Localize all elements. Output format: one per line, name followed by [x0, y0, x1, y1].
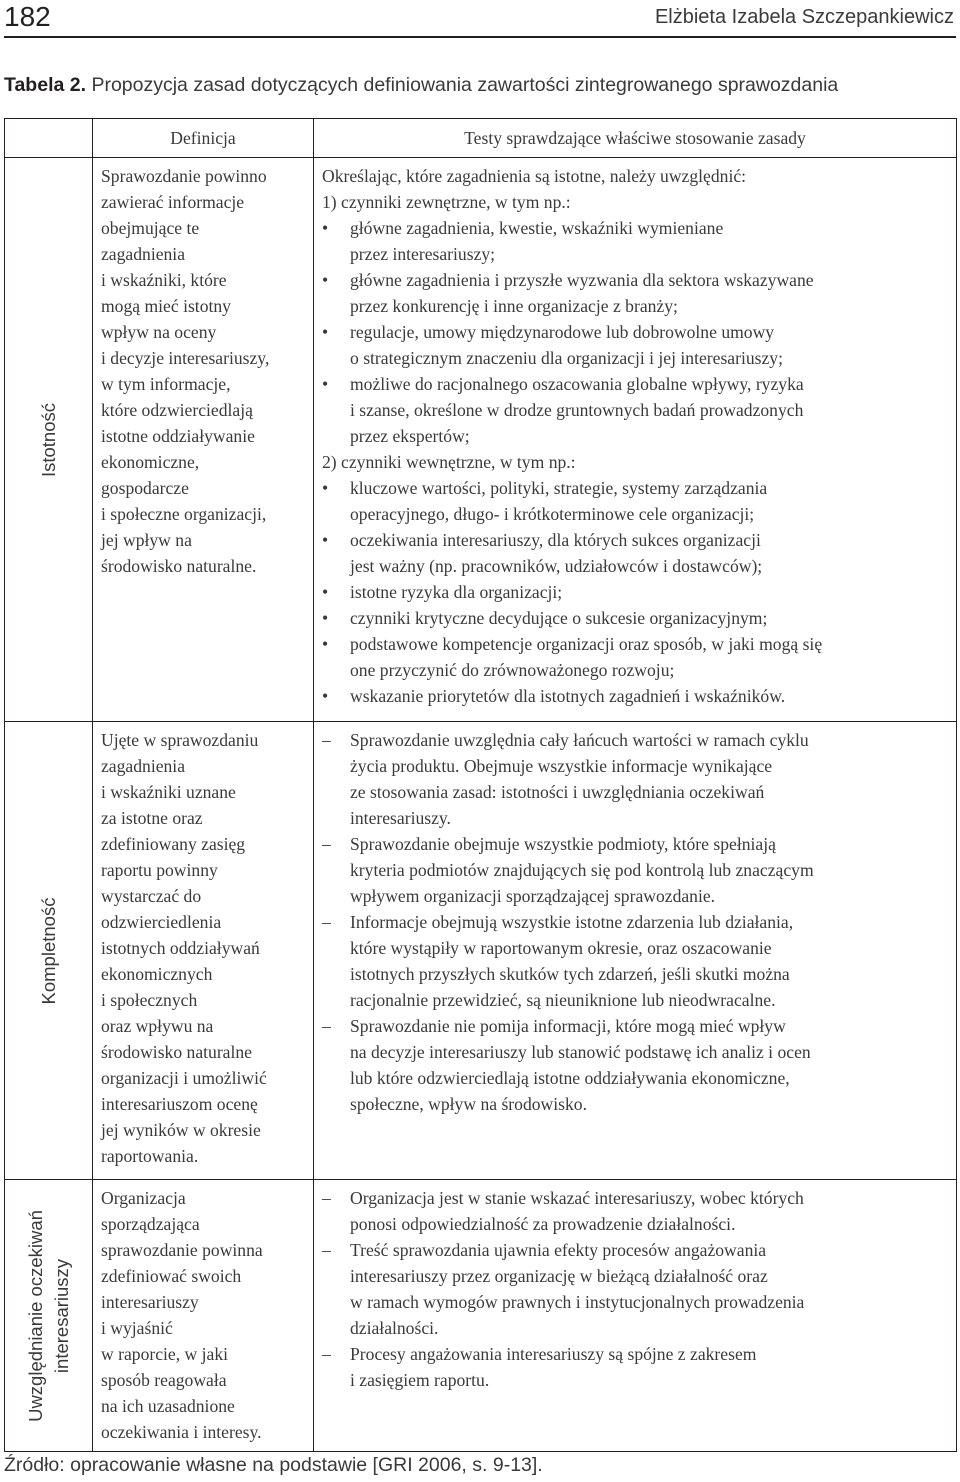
- header-definition: Definicja: [93, 119, 314, 158]
- list-item: [322, 579, 950, 605]
- list-item: [322, 1185, 950, 1237]
- list-item-text: [350, 267, 814, 319]
- principle-name-cell: [5, 722, 93, 1180]
- dash-marker: –: [322, 834, 331, 854]
- principles-table: [4, 118, 957, 1452]
- list-item: [322, 1341, 950, 1393]
- principle-name-line-1: Uwzględnianie oczekiwań: [24, 1209, 46, 1422]
- list-item-text: [350, 371, 804, 449]
- bullet-marker: •: [322, 478, 329, 498]
- bullet-marker: •: [322, 686, 329, 706]
- list-item-text: [350, 605, 767, 631]
- bullet-marker: •: [322, 582, 329, 602]
- bullet-marker: •: [322, 634, 329, 654]
- list-item-line: jest ważny (np. pracowników, udziałowców i dostawców);: [350, 556, 763, 576]
- list-item-line: wpływem organizacji sporządzającej sprawozdanie.: [350, 886, 716, 906]
- list-item-text: [350, 527, 762, 579]
- list-item-line: i szanse, określone w drodze gruntownych badań prowadzonych: [350, 400, 804, 420]
- list-item: [322, 1237, 950, 1341]
- principle-name: Kompletność: [37, 897, 59, 1004]
- list-item-line: główne zagadnienia, kwestie, wskaźniki wymieniane: [350, 218, 724, 238]
- list-item-line: społeczne, wpływ na środowisko.: [350, 1094, 587, 1114]
- tests-cell: [314, 158, 957, 722]
- dash-marker: –: [322, 1240, 331, 1260]
- dash-marker: –: [322, 1016, 331, 1036]
- list-item: [322, 371, 950, 449]
- list-item-text: [350, 831, 814, 909]
- table-row-completeness: [5, 722, 957, 1180]
- list-item-text: [350, 319, 783, 371]
- dash-marker: –: [322, 912, 331, 932]
- author-name: Elżbieta Izabela Szczepankiewicz: [654, 6, 954, 28]
- page-number: 182: [4, 1, 51, 32]
- principle-name: Istotność: [37, 402, 59, 477]
- list-item-line: interesariuszy przez organizację w bieżącą działalność oraz: [350, 1266, 768, 1286]
- list-item-text: [350, 579, 562, 605]
- list-item: [322, 605, 950, 631]
- list-item-line: przez konkurencję i inne organizacje z branży;: [350, 296, 678, 316]
- internal-factors-list: [322, 475, 950, 709]
- list-item: [322, 727, 950, 831]
- bullet-marker: •: [322, 218, 329, 238]
- list-item-line: na decyzje interesariuszy lub stanowić podstawę ich analiz i ocen: [350, 1042, 811, 1062]
- list-item-line: racjonalnie przewidzieć, są nieuniknione lub nieodwracalne.: [350, 990, 776, 1010]
- definition-text: Organizacja sporządzająca sprawozdanie powinna zdefiniować swoich interesariuszy i wyjaśnić w raporcie, w jaki sposób reagowała na ich uzasadnione oczekiwania i interesy.: [101, 1188, 263, 1442]
- tests-cell: [314, 722, 957, 1180]
- tests-intro: Określając, które zagadnienia są istotne, należy uwzględnić:: [322, 166, 747, 186]
- list-item-line: interesariuszy.: [350, 808, 451, 828]
- list-item-line: kryteria podmiotów znajdujących się pod kontrolą lub znaczącym: [350, 860, 814, 880]
- bullet-marker: •: [322, 322, 329, 342]
- list-item-line: Sprawozdanie obejmuje wszystkie podmioty, które spełniają: [350, 834, 776, 854]
- list-item-line: główne zagadnienia i przyszłe wyzwania dla sektora wskazywane: [350, 270, 814, 290]
- tests-cell: [314, 1180, 957, 1452]
- list-item-line: Organizacja jest w stanie wskazać interesariuszy, wobec których: [350, 1188, 804, 1208]
- list-item: [322, 1013, 950, 1117]
- table-caption-text: Propozycja zasad dotyczących definiowania zawartości zintegrowanego sprawozdania: [91, 74, 839, 96]
- list-item-line: istotne ryzyka dla organizacji;: [350, 582, 563, 602]
- list-item-line: Informacje obejmują wszystkie istotne zdarzenia lub działania,: [350, 912, 794, 932]
- table-header-row: [5, 119, 957, 158]
- list-item-line: kluczowe wartości, polityki, strategie, systemy zarządzania: [350, 478, 768, 498]
- list-item-line: Procesy angażowania interesariuszy są spójne z zakresem: [350, 1344, 757, 1364]
- list-item: [322, 215, 950, 267]
- definition-text: Ujęte w sprawozdaniu zagadnienia i wskaźniki uznane za istotne oraz zdefiniowany zasięg raportu powinny wystarczać do odzwierciedlenia istotnych oddziaływań ekonomicznych i społecznych oraz wpływu na środowisko naturalne organizacji i umożliwić interesariuszom ocenę jej wyników w okresie raportowania.: [101, 730, 267, 1166]
- list-item-line: i zasięgiem raportu.: [350, 1370, 490, 1390]
- table-row-materiality: [5, 158, 957, 722]
- external-factors-list: [322, 215, 950, 449]
- list-item: [322, 267, 950, 319]
- principle-name-line-2: interesariuszy: [50, 1258, 72, 1373]
- external-factors-title: 1) czynniki zewnętrzne, w tym np.:: [322, 192, 571, 212]
- list-item-line: podstawowe kompetencje organizacji oraz sposób, w jaki mogą się: [350, 634, 823, 654]
- dash-marker: –: [322, 730, 331, 750]
- list-item-line: o strategicznym znaczeniu dla organizacji i jej interesariuszy;: [350, 348, 783, 368]
- definition-cell: [93, 1180, 314, 1452]
- list-item-text: [350, 1237, 804, 1341]
- list-item-line: oczekiwania interesariuszy, dla których sukces organizacji: [350, 530, 761, 550]
- dash-marker: –: [322, 1188, 331, 1208]
- list-item-line: one przyczynić do zrównoważonego rozwoju;: [350, 660, 675, 680]
- table-caption-label: Tabela 2.: [4, 74, 87, 96]
- principle-name-cell: [5, 158, 93, 722]
- completeness-tests-list: [322, 727, 950, 1117]
- list-item-line: Sprawozdanie nie pomija informacji, które mogą mieć wpływ: [350, 1016, 786, 1036]
- bullet-marker: •: [322, 270, 329, 290]
- list-item-line: przez interesariuszy;: [350, 244, 496, 264]
- bullet-marker: •: [322, 530, 329, 550]
- list-item: [322, 631, 950, 683]
- list-item-text: [350, 631, 822, 683]
- internal-factors-title: 2) czynniki wewnętrzne, w tym np.:: [322, 452, 576, 472]
- list-item-line: które wystąpiły w raportowanym okresie, oraz oszacowanie: [350, 938, 772, 958]
- stakeholder-tests-list: [322, 1185, 950, 1393]
- list-item-line: istotnych przyszłych skutków tych zdarzeń, jeśli skutki można: [350, 964, 790, 984]
- list-item-line: Sprawozdanie uwzględnia cały łańcuch wartości w ramach cyklu: [350, 730, 809, 750]
- list-item-text: [350, 1341, 756, 1393]
- list-item-line: w ramach wymogów prawnych i instytucjonalnych prowadzenia: [350, 1292, 805, 1312]
- list-item-text: [350, 215, 723, 267]
- page-header: [4, 0, 956, 38]
- list-item-line: lub które odzwierciedlają istotne oddziaływania ekonomiczne,: [350, 1068, 790, 1088]
- list-item-line: możliwe do racjonalnego oszacowania globalne wpływy, ryzyka: [350, 374, 804, 394]
- definition-cell: [93, 158, 314, 722]
- list-item: [322, 909, 950, 1013]
- list-item-line: wskazanie priorytetów dla istotnych zagadnień i wskaźników.: [350, 686, 786, 706]
- principle-name: [23, 1210, 75, 1422]
- table-caption: [4, 72, 956, 98]
- list-item-line: przez ekspertów;: [350, 426, 470, 446]
- list-item-text: [350, 727, 809, 831]
- list-item: [322, 319, 950, 371]
- list-item-line: działalności.: [350, 1318, 439, 1338]
- list-item-line: ponosi odpowiedzialność za prowadzenie działalności.: [350, 1214, 736, 1234]
- bullet-marker: •: [322, 608, 329, 628]
- definition-text: Sprawozdanie powinno zawierać informacje obejmujące te zagadnienia i wskaźniki, które mogą mieć istotny wpływ na oceny i decyzje interesariuszy, w tym informacje, które odzwierciedlają istotne oddziaływanie ekonomiczne, gospodarcze i społeczne organizacji, jej wpływ na środowisko naturalne.: [101, 166, 270, 576]
- list-item-line: operacyjnego, długo- i krótkoterminowe cele organizacji;: [350, 504, 755, 524]
- list-item-line: ze stosowania zasad: istotności i uwzględniania oczekiwań: [350, 782, 765, 802]
- list-item: [322, 475, 950, 527]
- list-item-text: [350, 1013, 811, 1117]
- list-item-text: [350, 1185, 804, 1237]
- list-item: [322, 527, 950, 579]
- principle-name-cell: [5, 1180, 93, 1452]
- list-item-text: [350, 683, 785, 709]
- source-note: Źródło: opracowanie własne na podstawie [GRI 2006, s. 9-13].: [4, 1454, 543, 1476]
- list-item-line: życia produktu. Obejmuje wszystkie informacje wynikające: [350, 756, 773, 776]
- table-row-stakeholder-inclusiveness: [5, 1180, 957, 1452]
- header-empty-cell: [5, 119, 93, 158]
- list-item-line: czynniki krytyczne decydujące o sukcesie organizacyjnym;: [350, 608, 768, 628]
- dash-marker: –: [322, 1344, 331, 1364]
- list-item: [322, 683, 950, 709]
- list-item-line: Treść sprawozdania ujawnia efekty procesów angażowania: [350, 1240, 767, 1260]
- definition-cell: [93, 722, 314, 1180]
- header-tests: Testy sprawdzające właściwe stosowanie zasady: [314, 119, 957, 158]
- bullet-marker: •: [322, 374, 329, 394]
- list-item: [322, 831, 950, 909]
- list-item-line: regulacje, umowy międzynarodowe lub dobrowolne umowy: [350, 322, 775, 342]
- list-item-text: [350, 909, 793, 1013]
- list-item-text: [350, 475, 767, 527]
